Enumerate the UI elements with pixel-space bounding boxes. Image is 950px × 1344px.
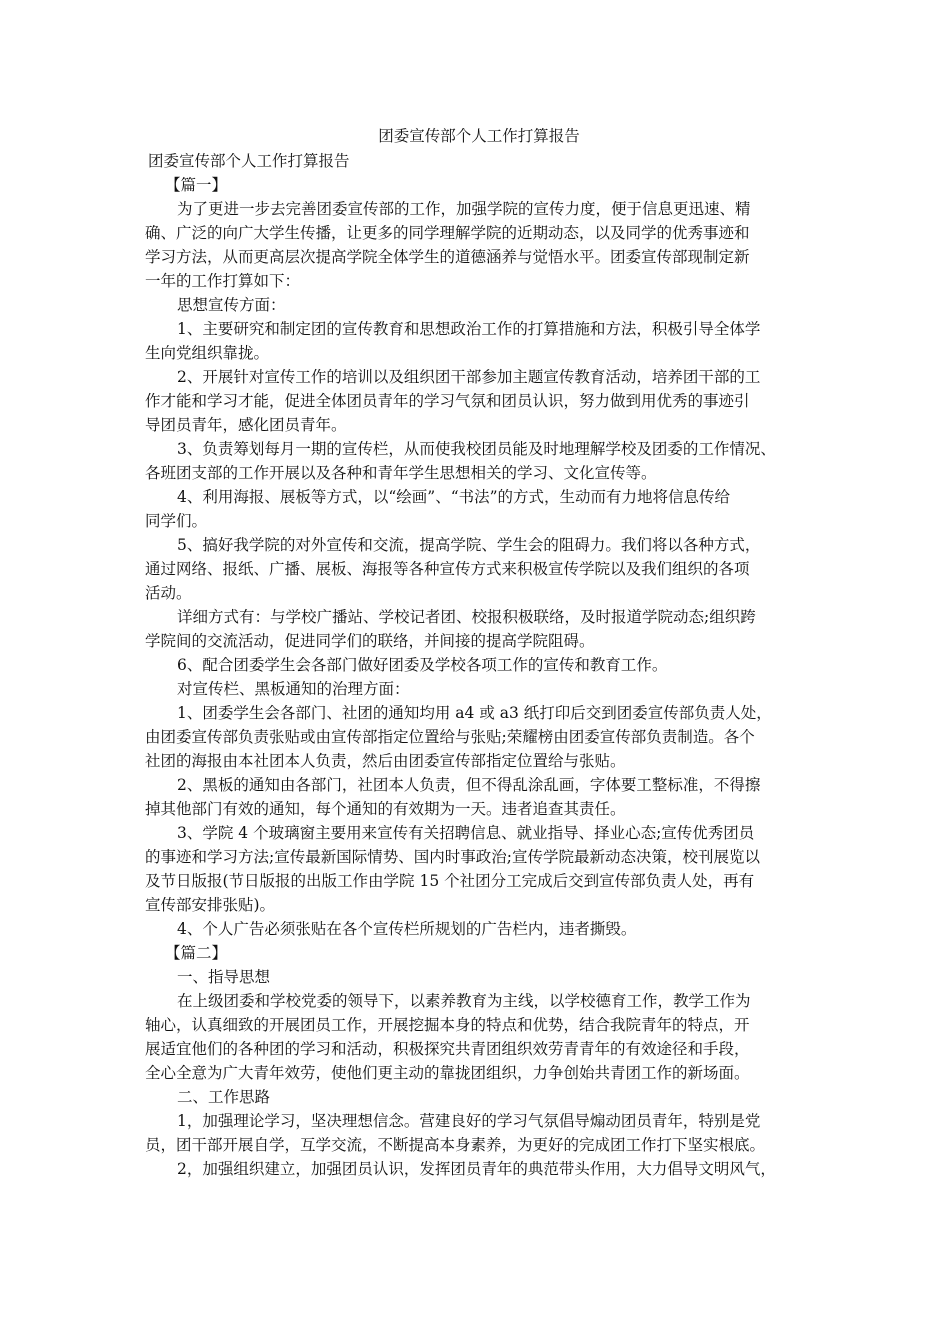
paragraph-line: 2、开展针对宣传工作的培训以及组织团干部参加主题宣传教育活动，培养团干部的工 <box>177 368 761 386</box>
document-page <box>145 123 813 1181</box>
paragraph-line: 作才能和学习才能，促进全体团员青年的学习气氛和团员认识，努力做到用优秀的事迹引 <box>145 392 750 410</box>
paragraph-line: 确、广泛的向广大学生传播，让更多的同学理解学院的近期动态，以及同学的优秀事迹和 <box>145 224 750 242</box>
paragraph-line: 1，加强理论学习，坚决理想信念。营建良好的学习气氛倡导煽动团员青年，特别是党 <box>177 1112 761 1130</box>
paragraph-line: 2、黑板的通知由各部门，社团本人负责，但不得乱涂乱画，字体要工整标准，不得擦 <box>177 776 761 794</box>
paragraph-line: 展适宜他们的各种团的学习和活动，积极探究共青团组织效劳青青年的有效途径和手段， <box>145 1040 750 1058</box>
paragraph-line: 全心全意为广大青年效劳，使他们更主动的靠拢团组织，力争创始共青团工作的新场面。 <box>145 1064 750 1082</box>
paragraph-line: 轴心，认真细致的开展团员工作，开展挖掘本身的特点和优势，结合我院青年的特点，开 <box>145 1016 750 1034</box>
paragraph-line: 1、团委学生会各部门、社团的通知均用 a4 或 a3 纸打印后交到团委宣传部负责人处， <box>177 704 772 722</box>
paragraph-line: 同学们。 <box>145 512 208 530</box>
paragraph-line: 2，加强组织建立，加强团员认识，发挥团员青年的典范带头作用，大力倡导文明风气， <box>177 1160 776 1178</box>
paragraph-line: 学习方法，从而更高层次提高学院全体学生的道德涵养与觉悟水平。团委宣传部现制定新 <box>145 248 750 266</box>
paragraph-line: 通过网络、报纸、广播、展板、海报等各种宣传方式来积极宣传学院以及我们组织的各项 <box>145 560 750 578</box>
paragraph-line: 3、负责筹划每月一期的宣传栏，从而使我校团员能及时地理解学校及团委的工作情况、 <box>177 440 776 458</box>
section-heading: 【篇二】 <box>165 944 228 962</box>
paragraph-line: 4、利用海报、展板等方式，以“绘画”、“书法”的方式，生动而有力地将信息传给 <box>177 488 731 506</box>
paragraph-line: 一、指导思想 <box>177 968 271 986</box>
paragraph-line: 宣传部安排张贴)。 <box>145 896 276 914</box>
paragraph-line: 对宣传栏、黑板通知的治理方面： <box>177 680 410 698</box>
document-body <box>145 173 813 1181</box>
paragraph-line: 为了更进一步去完善团委宣传部的工作，加强学院的宣传力度，便于信息更迅速、精 <box>177 200 751 218</box>
paragraph-line: 1、主要研究和制定团的宣传教育和思想政治工作的打算措施和方法，积极引导全体学 <box>177 320 761 338</box>
paragraph-line: 导团员青年，感化团员青年。 <box>145 416 347 434</box>
paragraph-line: 活动。 <box>145 584 192 602</box>
paragraph-line: 详细方式有：与学校广播站、学校记者团、校报积极联络，及时报道学院动态;组织跨 <box>177 608 756 626</box>
paragraph-line: 生向党组织靠拢。 <box>145 344 270 362</box>
document-subtitle: 团委宣传部个人工作打算报告 <box>148 152 350 170</box>
paragraph-line: 思想宣传方面： <box>177 296 286 314</box>
paragraph-line: 在上级团委和学校党委的领导下，以素养教育为主线，以学校德育工作，教学工作为 <box>177 992 751 1010</box>
paragraph-line: 的事迹和学习方法;宣传最新国际情势、国内时事政治;宣传学院最新动态决策，校刊展览以 <box>145 848 760 866</box>
paragraph-line: 掉其他部门有效的通知，每个通知的有效期为一天。违者追查其责任。 <box>145 800 626 818</box>
paragraph-line: 3、学院 4 个玻璃窗主要用来宣传有关招聘信息、就业指导、择业心态;宣传优秀团员 <box>177 824 755 842</box>
paragraph-line: 6、配合团委学生会各部门做好团委及学校各项工作的宣传和教育工作。 <box>177 656 668 674</box>
paragraph-line: 学院间的交流活动，促进同学们的联络，并间接的提高学院阻碍。 <box>145 632 595 650</box>
paragraph-line: 由团委宣传部负责张贴或由宣传部指定位置给与张贴;荣耀榜由团委宣传部负责制造。各个 <box>145 728 755 746</box>
section-heading: 【篇一】 <box>165 176 228 194</box>
paragraph-line: 二、工作思路 <box>177 1088 271 1106</box>
paragraph-line: 及节日版报(节日版报的出版工作由学院 15 个社团分工完成后交到宣传部负责人处，再有 <box>145 872 755 890</box>
paragraph-line: 4、个人广告必须张贴在各个宣传栏所规划的广告栏内，违者撕毁。 <box>177 920 637 938</box>
document-title: 团委宣传部个人工作打算报告 <box>378 127 580 145</box>
paragraph-line: 一年的工作打算如下： <box>145 272 301 290</box>
paragraph-line: 社团的海报由本社团本人负责，然后由团委宣传部指定位置给与张贴。 <box>145 752 626 770</box>
paragraph-line: 5、搞好我学院的对外宣传和交流，提高学院、学生会的阻碍力。我们将以各种方式， <box>177 536 761 554</box>
paragraph-line: 各班团支部的工作开展以及各种和青年学生思想相关的学习、文化宣传等。 <box>145 464 657 482</box>
paragraph-line: 员，团干部开展自学，互学交流，不断提高本身素养，为更好的完成团工作打下坚实根底。 <box>145 1136 766 1154</box>
